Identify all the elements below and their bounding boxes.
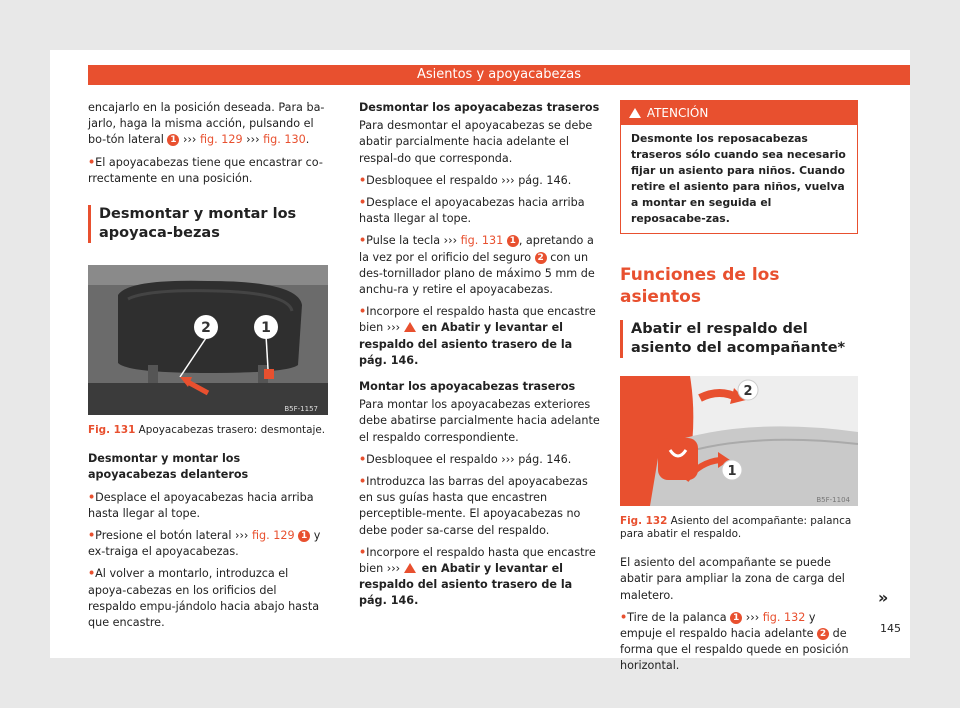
figure-number: Fig. 131	[88, 424, 136, 437]
callout-2: 2	[743, 384, 753, 399]
bullet-item	[359, 304, 602, 369]
text: Pulse la tecla ›››	[366, 234, 461, 248]
text: encajarlo en la posición deseada. Para ba-jarlo, haga la misma acción, pulsando el bo-tón lateral	[88, 101, 325, 147]
figure-code: B5F-1157	[284, 405, 318, 414]
headrest-illustration	[88, 265, 328, 415]
text: de forma que el respaldo quede en posición horizontal.	[620, 627, 849, 673]
text: .	[305, 133, 310, 147]
paragraph: Para montar los apoyacabezas exteriores debe abatirse parcialmente hacia adelante el respaldo correspondiente.	[359, 398, 600, 444]
subheading: Desmontar y montar los apoyacabezas delanteros	[88, 452, 249, 482]
section-title: Abatir el respaldo del asiento del acompañante*	[620, 320, 858, 358]
warning-header	[621, 101, 857, 125]
fig-link[interactable]: fig. 129	[251, 529, 295, 543]
text: ›››	[179, 133, 200, 147]
text: Presione el botón lateral ›››	[95, 529, 252, 543]
warning-icon	[629, 108, 641, 118]
bullet-item: • Al volver a montarlo, introduzca el apoya-cabezas en los orificios del respaldo empu-jándolo hacia abajo hasta que encastre.	[88, 566, 328, 631]
page-number: 145	[880, 622, 901, 635]
text: Incorpore el respaldo hasta que encastre bien ›››	[359, 545, 596, 576]
paragraph	[88, 100, 328, 149]
figure-131	[88, 265, 328, 437]
bullet-item: • Desplace el apoyacabezas hacia arriba hasta llegar al tope.	[359, 195, 602, 227]
column-left	[88, 100, 328, 637]
bullet-item	[359, 233, 602, 298]
seat-illustration	[620, 376, 858, 506]
callout-1: 1	[730, 612, 742, 624]
bullet-item: • Desbloquee el respaldo ››› pág. 146.	[359, 452, 602, 468]
callout-2: 2	[817, 628, 829, 640]
text: ›››	[242, 133, 264, 147]
section-title: Desmontar y montar los apoyaca-bezas	[88, 205, 328, 243]
fig-link[interactable]: fig. 131	[460, 234, 504, 248]
figure-caption	[88, 424, 328, 437]
warning-box	[620, 100, 858, 234]
bullet-item: • Desplace el apoyacabezas hacia arriba hasta llegar al tope.	[88, 490, 328, 522]
cross-reference[interactable]: en Abatir y levantar el respaldo del asiento trasero de la pág. 146.	[359, 562, 573, 608]
warning-title: ATENCIÓN	[646, 106, 709, 120]
column-right	[620, 100, 858, 681]
subheading: Montar los apoyacabezas traseros	[359, 380, 576, 394]
figure-caption	[620, 515, 858, 541]
callout-1: 1	[298, 530, 310, 542]
paragraph: El asiento del acompañante se puede abatir para ampliar la zona de carga del maletero.	[620, 556, 845, 602]
text: Tire de la palanca	[627, 610, 731, 624]
text: , apretando a la vez por el orificio del seguro	[359, 234, 594, 264]
callout-1: 1	[507, 235, 519, 247]
fig-link[interactable]: fig. 130	[263, 133, 306, 147]
text: y empuje el respaldo hacia adelante	[620, 610, 818, 641]
page-header: Asientos y apoyacabezas	[88, 65, 910, 85]
caption-text: Asiento del acompañante: palanca para abatir el respaldo.	[620, 515, 852, 541]
fig-link[interactable]: fig. 129	[199, 133, 243, 147]
figure-132	[620, 376, 858, 541]
text: ›››	[742, 610, 763, 624]
bullet-item: • El apoyacabezas tiene que encastrar co-rrectamente en una posición.	[88, 155, 328, 187]
manual-page	[50, 50, 910, 673]
fig-link[interactable]: fig. 132	[762, 610, 806, 624]
figure-code: B5F-1104	[816, 496, 850, 504]
subheading: Desmontar los apoyacabezas traseros	[359, 101, 600, 114]
column-middle	[359, 100, 602, 616]
cross-reference[interactable]: en Abatir y levantar el respaldo del asiento trasero de la pág. 146.	[359, 321, 573, 367]
text: con un des-tornillador plano de máximo 5 mm de anchu-ra y retire el apoyacabezas.	[359, 250, 595, 297]
bullet-item	[88, 528, 328, 560]
bullet-item: • Introduzca las barras del apoyacabezas en sus guías hasta que encastren perceptible-mente. El apoyacabezas no debe poder sa-carse del respaldo.	[359, 474, 602, 539]
bullet-item	[359, 545, 602, 610]
text: y ex-traiga el apoyacabezas.	[88, 529, 321, 559]
warning-icon	[404, 322, 416, 332]
callout-1: 1	[261, 320, 271, 337]
callout-1: 1	[167, 134, 179, 146]
warning-icon	[404, 563, 416, 573]
chapter-title: Funciones de los asientos	[620, 265, 780, 307]
callout-1: 1	[727, 464, 737, 479]
callout-2: 2	[535, 252, 547, 264]
caption-text: Apoyacabezas trasero: desmontaje.	[138, 424, 326, 437]
figure-number: Fig. 132	[620, 515, 668, 528]
callout-2: 2	[201, 320, 211, 337]
paragraph: Para desmontar el apoyacabezas se debe abatir parcialmente hacia adelante el respal-do que corresponda.	[359, 119, 593, 165]
continue-mark: »	[878, 588, 889, 607]
warning-text: Desmonte los reposacabezas traseros sólo cuando sea necesario fijar un asiento para niños. Cuando retire el asiento para niños, vuelva a montar en seguida el reposacabe-zas.	[631, 132, 846, 225]
bullet-item	[620, 610, 858, 675]
text: Incorpore el respaldo hasta que encastre bien ›››	[359, 305, 596, 335]
bullet-item: • Desbloquee el respaldo ››› pág. 146.	[359, 173, 602, 189]
